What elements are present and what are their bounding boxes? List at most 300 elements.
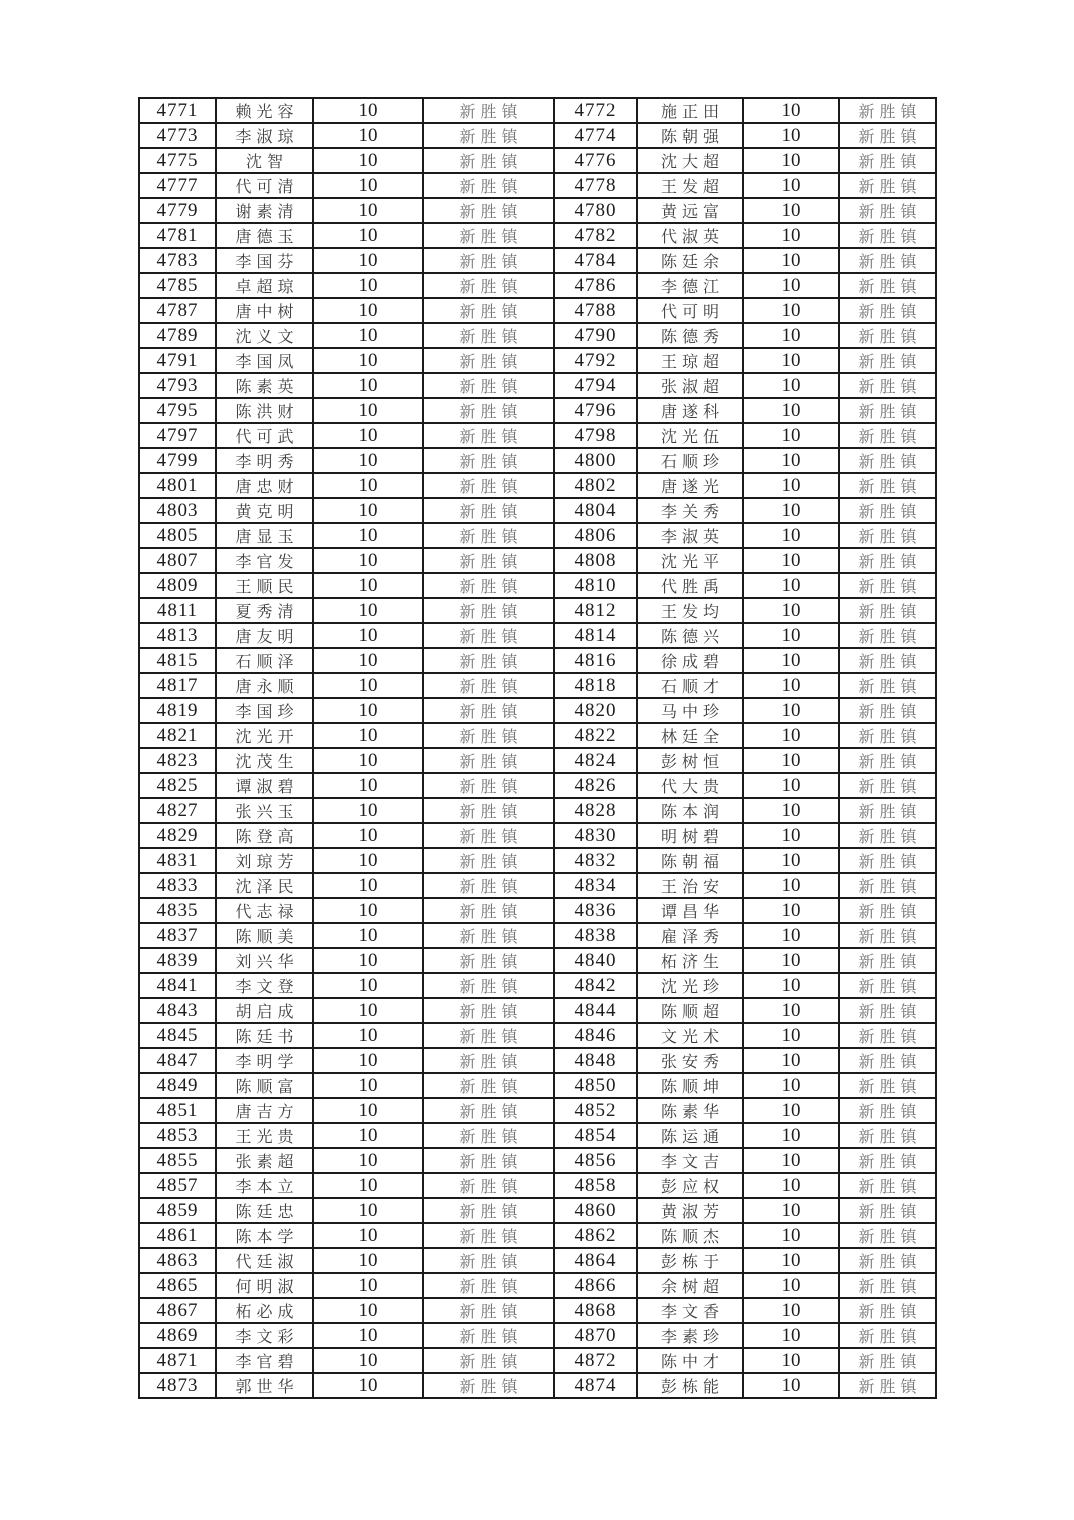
person-name-cell-right: 陈顺超 bbox=[637, 998, 743, 1023]
amount-cell-left: 10 bbox=[313, 1123, 423, 1148]
table-row bbox=[139, 623, 936, 648]
serial-number-cell-right: 4808 bbox=[554, 548, 637, 573]
town-cell-left: 新胜镇 bbox=[423, 1373, 554, 1398]
amount-cell-left: 10 bbox=[313, 1223, 423, 1248]
amount-cell-right: 10 bbox=[743, 298, 839, 323]
amount-cell-right: 10 bbox=[743, 123, 839, 148]
person-name-cell-right: 林廷全 bbox=[637, 723, 743, 748]
serial-number-cell-right: 4836 bbox=[554, 898, 637, 923]
table-row bbox=[139, 798, 936, 823]
amount-cell-right: 10 bbox=[743, 648, 839, 673]
table-row bbox=[139, 548, 936, 573]
person-name-cell-right: 陈朝强 bbox=[637, 123, 743, 148]
amount-cell-left: 10 bbox=[313, 673, 423, 698]
amount-cell-right: 10 bbox=[743, 1248, 839, 1273]
table-row bbox=[139, 1373, 936, 1398]
town-cell-right: 新胜镇 bbox=[839, 573, 936, 598]
town-cell-right: 新胜镇 bbox=[839, 498, 936, 523]
serial-number-cell-left: 4817 bbox=[139, 673, 216, 698]
town-cell-right: 新胜镇 bbox=[839, 398, 936, 423]
person-name-cell-left: 夏秀清 bbox=[216, 598, 313, 623]
amount-cell-right: 10 bbox=[743, 273, 839, 298]
amount-cell-right: 10 bbox=[743, 873, 839, 898]
serial-number-cell-left: 4839 bbox=[139, 948, 216, 973]
amount-cell-left: 10 bbox=[313, 973, 423, 998]
serial-number-cell-left: 4799 bbox=[139, 448, 216, 473]
person-name-cell-right: 陈中才 bbox=[637, 1348, 743, 1373]
table-row bbox=[139, 948, 936, 973]
serial-number-cell-right: 4866 bbox=[554, 1273, 637, 1298]
serial-number-cell-left: 4781 bbox=[139, 223, 216, 248]
amount-cell-left: 10 bbox=[313, 698, 423, 723]
table-row bbox=[139, 848, 936, 873]
person-name-cell-right: 代可明 bbox=[637, 298, 743, 323]
town-cell-right: 新胜镇 bbox=[839, 448, 936, 473]
town-cell-left: 新胜镇 bbox=[423, 1173, 554, 1198]
table-row bbox=[139, 398, 936, 423]
amount-cell-left: 10 bbox=[313, 398, 423, 423]
person-name-cell-left: 陈素英 bbox=[216, 373, 313, 398]
town-cell-right: 新胜镇 bbox=[839, 973, 936, 998]
serial-number-cell-right: 4790 bbox=[554, 323, 637, 348]
serial-number-cell-left: 4783 bbox=[139, 248, 216, 273]
serial-number-cell-left: 4853 bbox=[139, 1123, 216, 1148]
person-name-cell-right: 陈德秀 bbox=[637, 323, 743, 348]
amount-cell-left: 10 bbox=[313, 298, 423, 323]
table-row bbox=[139, 423, 936, 448]
amount-cell-right: 10 bbox=[743, 773, 839, 798]
amount-cell-right: 10 bbox=[743, 1148, 839, 1173]
person-name-cell-right: 张淑超 bbox=[637, 373, 743, 398]
person-name-cell-right: 陈运通 bbox=[637, 1123, 743, 1148]
town-cell-right: 新胜镇 bbox=[839, 848, 936, 873]
serial-number-cell-left: 4795 bbox=[139, 398, 216, 423]
table-row bbox=[139, 873, 936, 898]
amount-cell-left: 10 bbox=[313, 248, 423, 273]
serial-number-cell-right: 4774 bbox=[554, 123, 637, 148]
amount-cell-right: 10 bbox=[743, 1198, 839, 1223]
table-row bbox=[139, 1348, 936, 1373]
serial-number-cell-left: 4871 bbox=[139, 1348, 216, 1373]
serial-number-cell-left: 4791 bbox=[139, 348, 216, 373]
town-cell-left: 新胜镇 bbox=[423, 473, 554, 498]
amount-cell-left: 10 bbox=[313, 273, 423, 298]
amount-cell-left: 10 bbox=[313, 623, 423, 648]
town-cell-left: 新胜镇 bbox=[423, 898, 554, 923]
serial-number-cell-left: 4829 bbox=[139, 823, 216, 848]
person-name-cell-right: 沈光伍 bbox=[637, 423, 743, 448]
town-cell-right: 新胜镇 bbox=[839, 373, 936, 398]
town-cell-left: 新胜镇 bbox=[423, 1348, 554, 1373]
amount-cell-left: 10 bbox=[313, 223, 423, 248]
serial-number-cell-right: 4860 bbox=[554, 1198, 637, 1223]
serial-number-cell-right: 4848 bbox=[554, 1048, 637, 1073]
table-row bbox=[139, 998, 936, 1023]
serial-number-cell-right: 4846 bbox=[554, 1023, 637, 1048]
town-cell-right: 新胜镇 bbox=[839, 1073, 936, 1098]
amount-cell-right: 10 bbox=[743, 523, 839, 548]
town-cell-left: 新胜镇 bbox=[423, 498, 554, 523]
serial-number-cell-right: 4872 bbox=[554, 1348, 637, 1373]
person-name-cell-right: 王治安 bbox=[637, 873, 743, 898]
serial-number-cell-right: 4798 bbox=[554, 423, 637, 448]
town-cell-left: 新胜镇 bbox=[423, 398, 554, 423]
table-row bbox=[139, 123, 936, 148]
town-cell-right: 新胜镇 bbox=[839, 673, 936, 698]
person-name-cell-left: 沈泽民 bbox=[216, 873, 313, 898]
amount-cell-left: 10 bbox=[313, 648, 423, 673]
serial-number-cell-right: 4802 bbox=[554, 473, 637, 498]
town-cell-right: 新胜镇 bbox=[839, 1048, 936, 1073]
amount-cell-left: 10 bbox=[313, 573, 423, 598]
town-cell-left: 新胜镇 bbox=[423, 423, 554, 448]
serial-number-cell-right: 4838 bbox=[554, 923, 637, 948]
town-cell-right: 新胜镇 bbox=[839, 248, 936, 273]
amount-cell-left: 10 bbox=[313, 173, 423, 198]
amount-cell-left: 10 bbox=[313, 373, 423, 398]
person-name-cell-right: 张安秀 bbox=[637, 1048, 743, 1073]
person-name-cell-left: 唐友明 bbox=[216, 623, 313, 648]
amount-cell-left: 10 bbox=[313, 723, 423, 748]
amount-cell-left: 10 bbox=[313, 1098, 423, 1123]
person-name-cell-left: 石顺泽 bbox=[216, 648, 313, 673]
table-row bbox=[139, 1323, 936, 1348]
town-cell-left: 新胜镇 bbox=[423, 848, 554, 873]
amount-cell-right: 10 bbox=[743, 973, 839, 998]
serial-number-cell-right: 4806 bbox=[554, 523, 637, 548]
amount-cell-left: 10 bbox=[313, 773, 423, 798]
person-name-cell-right: 唐遂科 bbox=[637, 398, 743, 423]
town-cell-right: 新胜镇 bbox=[839, 548, 936, 573]
serial-number-cell-right: 4780 bbox=[554, 198, 637, 223]
person-name-cell-left: 李官发 bbox=[216, 548, 313, 573]
serial-number-cell-right: 4776 bbox=[554, 148, 637, 173]
town-cell-left: 新胜镇 bbox=[423, 698, 554, 723]
amount-cell-right: 10 bbox=[743, 923, 839, 948]
table-row bbox=[139, 148, 936, 173]
town-cell-right: 新胜镇 bbox=[839, 198, 936, 223]
serial-number-cell-left: 4825 bbox=[139, 773, 216, 798]
person-name-cell-left: 沈智 bbox=[216, 148, 313, 173]
town-cell-left: 新胜镇 bbox=[423, 273, 554, 298]
serial-number-cell-left: 4787 bbox=[139, 298, 216, 323]
amount-cell-right: 10 bbox=[743, 823, 839, 848]
person-name-cell-left: 刘兴华 bbox=[216, 948, 313, 973]
serial-number-cell-left: 4815 bbox=[139, 648, 216, 673]
person-name-cell-right: 李素珍 bbox=[637, 1323, 743, 1348]
table-row bbox=[139, 598, 936, 623]
serial-number-cell-left: 4837 bbox=[139, 923, 216, 948]
table-row bbox=[139, 1098, 936, 1123]
serial-number-cell-left: 4873 bbox=[139, 1373, 216, 1398]
amount-cell-left: 10 bbox=[313, 1023, 423, 1048]
town-cell-left: 新胜镇 bbox=[423, 173, 554, 198]
serial-number-cell-left: 4777 bbox=[139, 173, 216, 198]
person-name-cell-right: 谭昌华 bbox=[637, 898, 743, 923]
town-cell-left: 新胜镇 bbox=[423, 748, 554, 773]
serial-number-cell-right: 4850 bbox=[554, 1073, 637, 1098]
person-name-cell-right: 明树碧 bbox=[637, 823, 743, 848]
person-name-cell-left: 陈登高 bbox=[216, 823, 313, 848]
town-cell-left: 新胜镇 bbox=[423, 923, 554, 948]
person-name-cell-right: 余树超 bbox=[637, 1273, 743, 1298]
table-row bbox=[139, 898, 936, 923]
person-name-cell-left: 沈义文 bbox=[216, 323, 313, 348]
table-row bbox=[139, 523, 936, 548]
serial-number-cell-right: 4824 bbox=[554, 748, 637, 773]
person-name-cell-left: 黄克明 bbox=[216, 498, 313, 523]
serial-number-cell-left: 4809 bbox=[139, 573, 216, 598]
table-row bbox=[139, 448, 936, 473]
person-name-cell-right: 文光术 bbox=[637, 1023, 743, 1048]
person-name-cell-left: 唐显玉 bbox=[216, 523, 313, 548]
serial-number-cell-left: 4847 bbox=[139, 1048, 216, 1073]
table-row bbox=[139, 823, 936, 848]
amount-cell-left: 10 bbox=[313, 548, 423, 573]
amount-cell-right: 10 bbox=[743, 723, 839, 748]
table-row bbox=[139, 698, 936, 723]
town-cell-left: 新胜镇 bbox=[423, 1098, 554, 1123]
person-name-cell-left: 李淑琼 bbox=[216, 123, 313, 148]
person-name-cell-right: 沈光平 bbox=[637, 548, 743, 573]
town-cell-right: 新胜镇 bbox=[839, 623, 936, 648]
person-name-cell-left: 胡启成 bbox=[216, 998, 313, 1023]
town-cell-right: 新胜镇 bbox=[839, 298, 936, 323]
serial-number-cell-right: 4826 bbox=[554, 773, 637, 798]
serial-number-cell-left: 4805 bbox=[139, 523, 216, 548]
town-cell-right: 新胜镇 bbox=[839, 1273, 936, 1298]
town-cell-left: 新胜镇 bbox=[423, 198, 554, 223]
amount-cell-left: 10 bbox=[313, 873, 423, 898]
person-name-cell-left: 陈顺富 bbox=[216, 1073, 313, 1098]
person-name-cell-right: 石顺才 bbox=[637, 673, 743, 698]
table-row bbox=[139, 1298, 936, 1323]
table-row bbox=[139, 173, 936, 198]
amount-cell-left: 10 bbox=[313, 523, 423, 548]
amount-cell-right: 10 bbox=[743, 223, 839, 248]
amount-cell-right: 10 bbox=[743, 323, 839, 348]
serial-number-cell-right: 4814 bbox=[554, 623, 637, 648]
person-name-cell-left: 唐德玉 bbox=[216, 223, 313, 248]
table-row bbox=[139, 923, 936, 948]
amount-cell-right: 10 bbox=[743, 498, 839, 523]
town-cell-right: 新胜镇 bbox=[839, 723, 936, 748]
person-name-cell-right: 马中珍 bbox=[637, 698, 743, 723]
person-name-cell-right: 彭栋于 bbox=[637, 1248, 743, 1273]
town-cell-right: 新胜镇 bbox=[839, 148, 936, 173]
serial-number-cell-right: 4820 bbox=[554, 698, 637, 723]
town-cell-right: 新胜镇 bbox=[839, 1223, 936, 1248]
serial-number-cell-right: 4782 bbox=[554, 223, 637, 248]
amount-cell-left: 10 bbox=[313, 1073, 423, 1098]
table-row bbox=[139, 373, 936, 398]
amount-cell-left: 10 bbox=[313, 798, 423, 823]
town-cell-right: 新胜镇 bbox=[839, 598, 936, 623]
person-name-cell-right: 石顺珍 bbox=[637, 448, 743, 473]
serial-number-cell-left: 4827 bbox=[139, 798, 216, 823]
table-row bbox=[139, 98, 936, 123]
amount-cell-right: 10 bbox=[743, 473, 839, 498]
amount-cell-right: 10 bbox=[743, 948, 839, 973]
serial-number-cell-left: 4775 bbox=[139, 148, 216, 173]
amount-cell-right: 10 bbox=[743, 998, 839, 1023]
amount-cell-left: 10 bbox=[313, 848, 423, 873]
town-cell-right: 新胜镇 bbox=[839, 1348, 936, 1373]
serial-number-cell-right: 4822 bbox=[554, 723, 637, 748]
town-cell-right: 新胜镇 bbox=[839, 823, 936, 848]
person-name-cell-right: 黄远富 bbox=[637, 198, 743, 223]
serial-number-cell-right: 4828 bbox=[554, 798, 637, 823]
person-name-cell-right: 彭树恒 bbox=[637, 748, 743, 773]
amount-cell-right: 10 bbox=[743, 98, 839, 123]
town-cell-left: 新胜镇 bbox=[423, 773, 554, 798]
amount-cell-left: 10 bbox=[313, 1373, 423, 1398]
amount-cell-right: 10 bbox=[743, 698, 839, 723]
town-cell-left: 新胜镇 bbox=[423, 623, 554, 648]
town-cell-right: 新胜镇 bbox=[839, 523, 936, 548]
person-name-cell-right: 陈顺坤 bbox=[637, 1073, 743, 1098]
town-cell-right: 新胜镇 bbox=[839, 873, 936, 898]
town-cell-right: 新胜镇 bbox=[839, 773, 936, 798]
town-cell-right: 新胜镇 bbox=[839, 348, 936, 373]
amount-cell-right: 10 bbox=[743, 1323, 839, 1348]
town-cell-left: 新胜镇 bbox=[423, 973, 554, 998]
amount-cell-left: 10 bbox=[313, 823, 423, 848]
amount-cell-right: 10 bbox=[743, 1048, 839, 1073]
person-name-cell-left: 郭世华 bbox=[216, 1373, 313, 1398]
table-row bbox=[139, 1148, 936, 1173]
town-cell-left: 新胜镇 bbox=[423, 348, 554, 373]
serial-number-cell-left: 4857 bbox=[139, 1173, 216, 1198]
table-row bbox=[139, 1273, 936, 1298]
person-name-cell-right: 李淑英 bbox=[637, 523, 743, 548]
person-name-cell-left: 王顺民 bbox=[216, 573, 313, 598]
table-row bbox=[139, 348, 936, 373]
amount-cell-right: 10 bbox=[743, 673, 839, 698]
person-name-cell-right: 彭栋能 bbox=[637, 1373, 743, 1398]
town-cell-right: 新胜镇 bbox=[839, 1098, 936, 1123]
town-cell-right: 新胜镇 bbox=[839, 1173, 936, 1198]
amount-cell-left: 10 bbox=[313, 1298, 423, 1323]
serial-number-cell-right: 4794 bbox=[554, 373, 637, 398]
amount-cell-right: 10 bbox=[743, 1073, 839, 1098]
town-cell-right: 新胜镇 bbox=[839, 923, 936, 948]
person-name-cell-right: 陈本润 bbox=[637, 798, 743, 823]
person-name-cell-left: 沈光开 bbox=[216, 723, 313, 748]
town-cell-left: 新胜镇 bbox=[423, 823, 554, 848]
serial-number-cell-left: 4833 bbox=[139, 873, 216, 898]
person-name-cell-right: 王琼超 bbox=[637, 348, 743, 373]
person-name-cell-left: 李本立 bbox=[216, 1173, 313, 1198]
serial-number-cell-right: 4800 bbox=[554, 448, 637, 473]
person-name-cell-right: 陈德兴 bbox=[637, 623, 743, 648]
serial-number-cell-right: 4852 bbox=[554, 1098, 637, 1123]
town-cell-left: 新胜镇 bbox=[423, 1073, 554, 1098]
serial-number-cell-left: 4849 bbox=[139, 1073, 216, 1098]
serial-number-cell-left: 4861 bbox=[139, 1223, 216, 1248]
amount-cell-right: 10 bbox=[743, 1123, 839, 1148]
person-name-cell-right: 李文吉 bbox=[637, 1148, 743, 1173]
person-name-cell-left: 张兴玉 bbox=[216, 798, 313, 823]
amount-cell-right: 10 bbox=[743, 848, 839, 873]
town-cell-left: 新胜镇 bbox=[423, 1048, 554, 1073]
amount-cell-left: 10 bbox=[313, 1173, 423, 1198]
town-cell-left: 新胜镇 bbox=[423, 123, 554, 148]
town-cell-right: 新胜镇 bbox=[839, 173, 936, 198]
town-cell-right: 新胜镇 bbox=[839, 223, 936, 248]
town-cell-right: 新胜镇 bbox=[839, 423, 936, 448]
serial-number-cell-right: 4842 bbox=[554, 973, 637, 998]
person-name-cell-right: 沈大超 bbox=[637, 148, 743, 173]
person-name-cell-left: 谢素清 bbox=[216, 198, 313, 223]
table-row bbox=[139, 1023, 936, 1048]
person-name-cell-left: 沈茂生 bbox=[216, 748, 313, 773]
amount-cell-left: 10 bbox=[313, 198, 423, 223]
table-row bbox=[139, 573, 936, 598]
town-cell-left: 新胜镇 bbox=[423, 648, 554, 673]
town-cell-left: 新胜镇 bbox=[423, 1273, 554, 1298]
serial-number-cell-left: 4785 bbox=[139, 273, 216, 298]
roster-table-body bbox=[139, 98, 936, 1398]
amount-cell-left: 10 bbox=[313, 348, 423, 373]
amount-cell-right: 10 bbox=[743, 248, 839, 273]
serial-number-cell-left: 4801 bbox=[139, 473, 216, 498]
amount-cell-right: 10 bbox=[743, 748, 839, 773]
person-name-cell-left: 陈顺美 bbox=[216, 923, 313, 948]
town-cell-right: 新胜镇 bbox=[839, 1123, 936, 1148]
amount-cell-left: 10 bbox=[313, 1198, 423, 1223]
town-cell-right: 新胜镇 bbox=[839, 98, 936, 123]
serial-number-cell-left: 4841 bbox=[139, 973, 216, 998]
serial-number-cell-left: 4803 bbox=[139, 498, 216, 523]
amount-cell-left: 10 bbox=[313, 98, 423, 123]
town-cell-left: 新胜镇 bbox=[423, 1123, 554, 1148]
table-row bbox=[139, 223, 936, 248]
amount-cell-left: 10 bbox=[313, 323, 423, 348]
serial-number-cell-right: 4862 bbox=[554, 1223, 637, 1248]
serial-number-cell-right: 4858 bbox=[554, 1173, 637, 1198]
table-row bbox=[139, 723, 936, 748]
town-cell-right: 新胜镇 bbox=[839, 648, 936, 673]
amount-cell-right: 10 bbox=[743, 173, 839, 198]
serial-number-cell-right: 4810 bbox=[554, 573, 637, 598]
serial-number-cell-right: 4788 bbox=[554, 298, 637, 323]
town-cell-left: 新胜镇 bbox=[423, 98, 554, 123]
amount-cell-left: 10 bbox=[313, 1348, 423, 1373]
table-row bbox=[139, 1123, 936, 1148]
town-cell-right: 新胜镇 bbox=[839, 273, 936, 298]
serial-number-cell-left: 4779 bbox=[139, 198, 216, 223]
person-name-cell-left: 柘必成 bbox=[216, 1298, 313, 1323]
amount-cell-right: 10 bbox=[743, 1223, 839, 1248]
amount-cell-right: 10 bbox=[743, 448, 839, 473]
town-cell-right: 新胜镇 bbox=[839, 1323, 936, 1348]
table-row bbox=[139, 973, 936, 998]
serial-number-cell-right: 4830 bbox=[554, 823, 637, 848]
person-name-cell-right: 柘济生 bbox=[637, 948, 743, 973]
amount-cell-right: 10 bbox=[743, 423, 839, 448]
amount-cell-right: 10 bbox=[743, 1373, 839, 1398]
serial-number-cell-right: 4812 bbox=[554, 598, 637, 623]
person-name-cell-left: 代可武 bbox=[216, 423, 313, 448]
person-name-cell-left: 陈洪财 bbox=[216, 398, 313, 423]
town-cell-right: 新胜镇 bbox=[839, 1023, 936, 1048]
serial-number-cell-left: 4855 bbox=[139, 1148, 216, 1173]
town-cell-right: 新胜镇 bbox=[839, 323, 936, 348]
town-cell-left: 新胜镇 bbox=[423, 1023, 554, 1048]
town-cell-left: 新胜镇 bbox=[423, 323, 554, 348]
person-name-cell-right: 王发超 bbox=[637, 173, 743, 198]
